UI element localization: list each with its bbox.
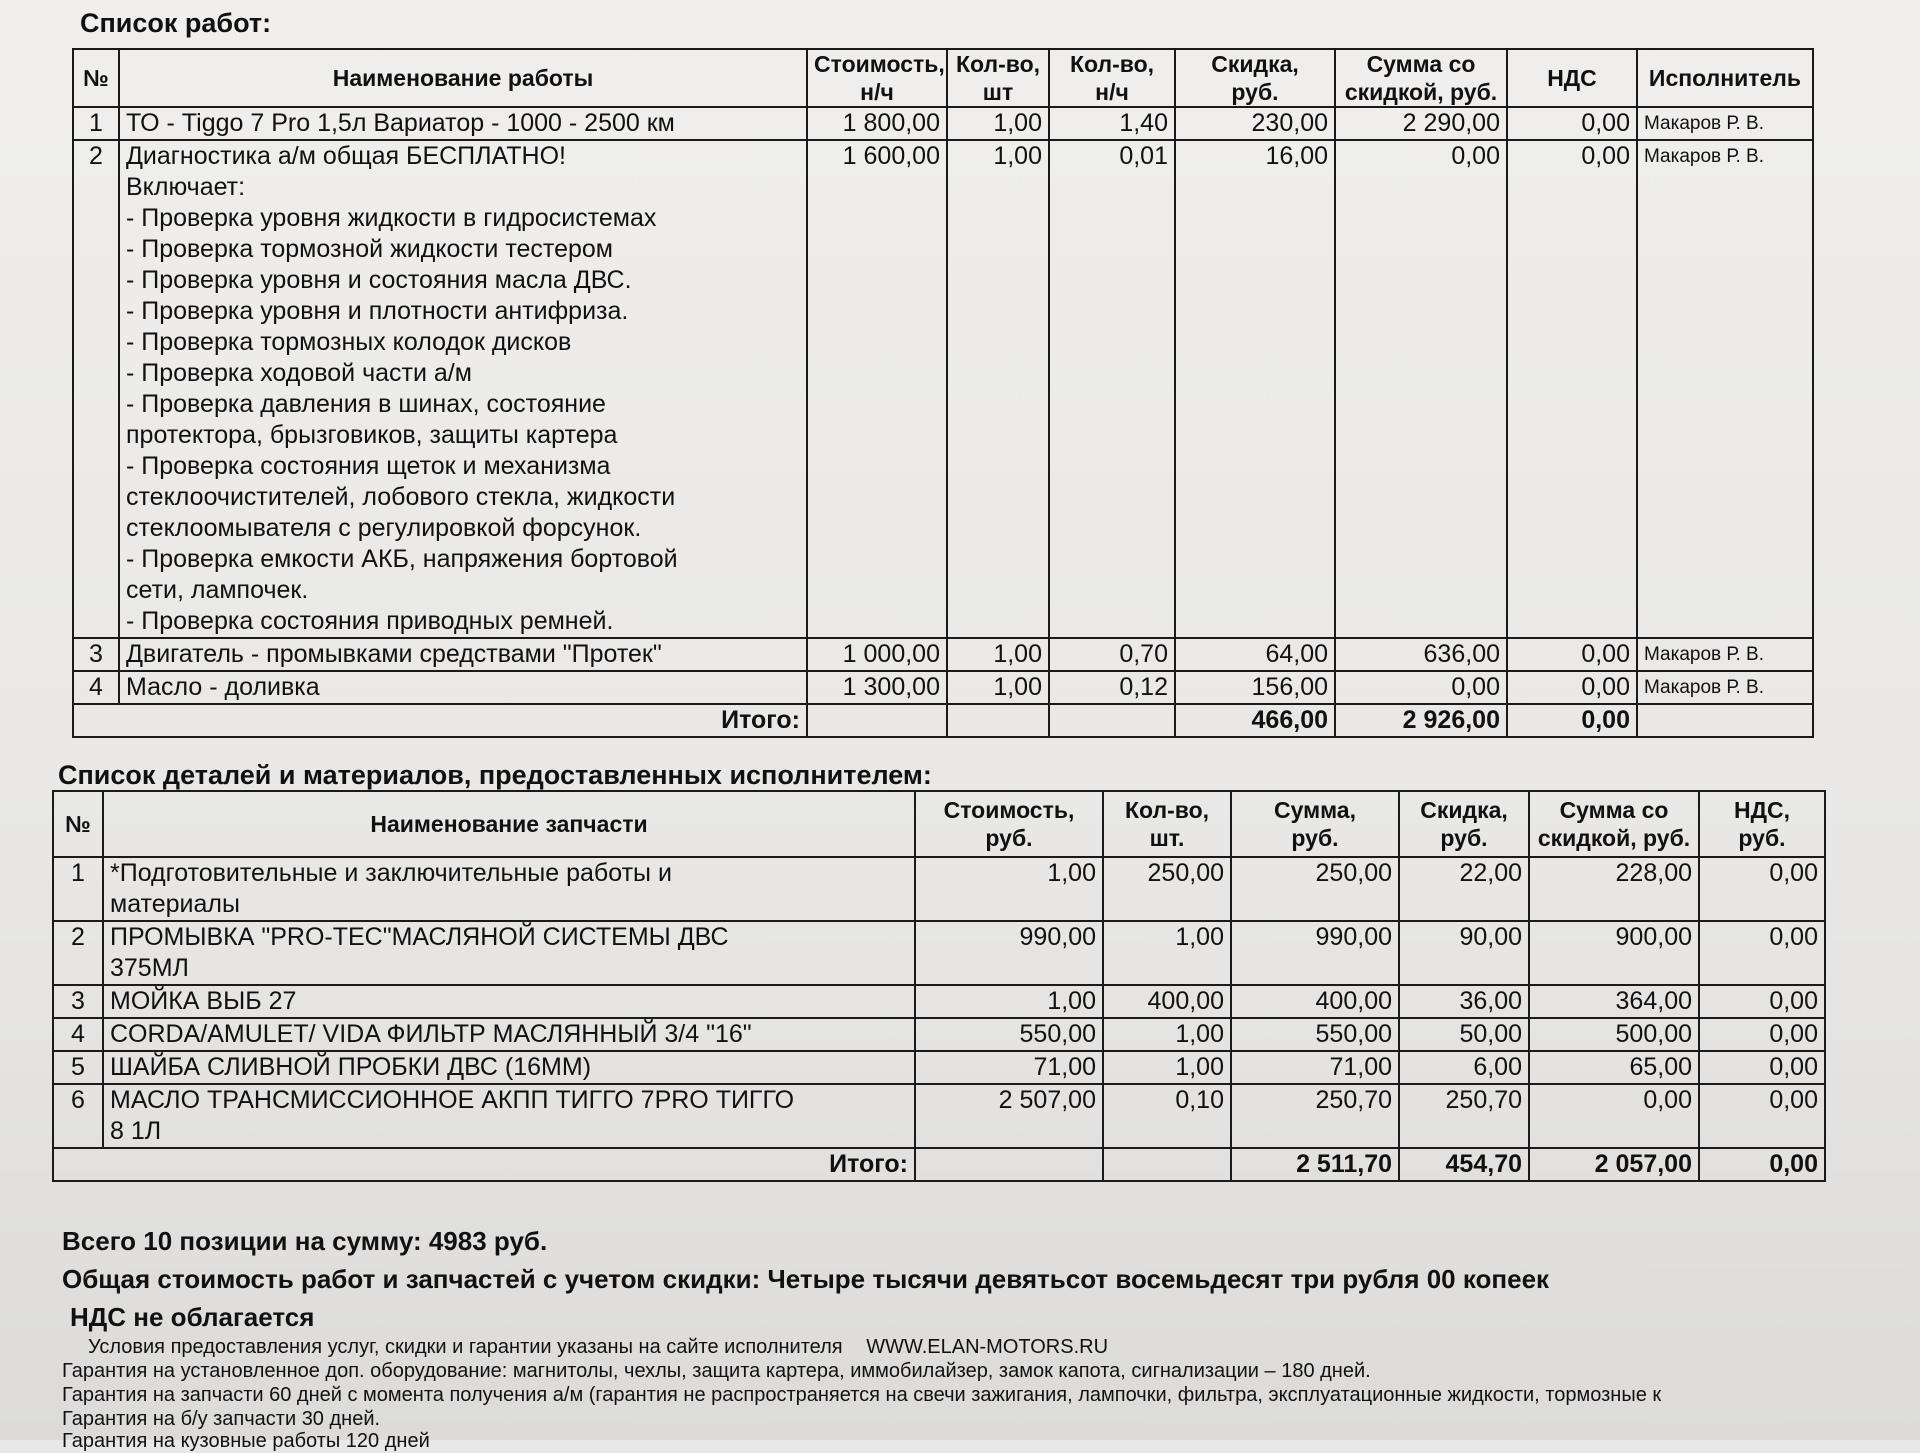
part-sum: 250,00 [1231, 857, 1399, 921]
row-number: 4 [53, 1018, 103, 1051]
part-cost: 1,00 [915, 985, 1103, 1018]
col-discount-header: Скидка, руб. [1399, 791, 1529, 857]
part-vat: 0,00 [1699, 985, 1825, 1018]
work-discount: 230,00 [1175, 107, 1335, 140]
part-name-line: МОЙКА ВЫБ 27 [110, 987, 297, 1015]
total-vat: 0,00 [1699, 1148, 1825, 1181]
works-row [73, 638, 1813, 671]
parts-total-row [53, 1148, 1825, 1181]
work-qty-pcs: 1,00 [947, 140, 1049, 638]
parts-row [53, 1018, 1825, 1051]
col-num-header: № [73, 49, 119, 107]
work-vat: 0,00 [1507, 638, 1637, 671]
work-name-line: Двигатель - промывками средствами "Протек" [126, 640, 662, 668]
part-discount: 250,70 [1399, 1084, 1529, 1148]
total-label: Итого: [53, 1148, 915, 1181]
part-sum-discount: 0,00 [1529, 1084, 1699, 1148]
work-sum-discount: 0,00 [1335, 671, 1507, 704]
work-name-line: - Проверка емкости АКБ, напряжения бортовой [126, 545, 678, 573]
part-name-line: ПРОМЫВКА "PRO-TEC"МАСЛЯНОЙ СИСТЕМЫ ДВС [110, 923, 729, 951]
part-qty: 400,00 [1103, 985, 1231, 1018]
part-name-line: *Подготовительные и заключительные работы и [110, 859, 672, 887]
part-discount: 90,00 [1399, 921, 1529, 985]
part-vat: 0,00 [1699, 921, 1825, 985]
part-cost: 2 507,00 [915, 1084, 1103, 1148]
terms-line [88, 1336, 1108, 1359]
work-vat: 0,00 [1507, 671, 1637, 704]
part-vat: 0,00 [1699, 1084, 1825, 1148]
part-name-line: МАСЛО ТРАНСМИССИОННОЕ АКПП ТИГГО 7PRO ТИГГО [110, 1086, 795, 1114]
work-discount: 64,00 [1175, 638, 1335, 671]
row-number: 1 [73, 107, 119, 140]
website-link[interactable]: WWW.ELAN-MOTORS.RU [866, 1336, 1109, 1358]
part-vat: 0,00 [1699, 1051, 1825, 1084]
part-sum: 550,00 [1231, 1018, 1399, 1051]
parts-table [52, 790, 1826, 1182]
part-vat: 0,00 [1699, 857, 1825, 921]
work-discount: 16,00 [1175, 140, 1335, 638]
work-name [119, 107, 807, 140]
work-name-line: - Проверка уровня и состояния масла ДВС. [126, 266, 632, 294]
col-cost-header: Стоимость, н/ч [807, 49, 947, 107]
parts-section-title: Список деталей и материалов, предоставленных исполнителем: [58, 760, 932, 790]
total-empty [807, 704, 947, 737]
work-name-line: протектора, брызговиков, защиты картера [126, 421, 618, 449]
no-vat-note: НДС не облагается [70, 1302, 315, 1332]
col-num-header: № [53, 791, 103, 857]
row-number: 3 [53, 985, 103, 1018]
part-discount: 22,00 [1399, 857, 1529, 921]
part-sum-discount: 364,00 [1529, 985, 1699, 1018]
total-sum: 2 511,70 [1231, 1148, 1399, 1181]
part-sum: 250,70 [1231, 1084, 1399, 1148]
work-name-line: Включает: [126, 173, 246, 201]
col-executor-header: Исполнитель [1637, 49, 1813, 107]
part-sum: 990,00 [1231, 921, 1399, 985]
work-vat: 0,00 [1507, 107, 1637, 140]
part-discount: 36,00 [1399, 985, 1529, 1018]
work-qty-hours: 0,12 [1049, 671, 1175, 704]
part-name-line: 375МЛ [110, 954, 189, 982]
warranty-equipment: Гарантия на установленное доп. оборудование: магнитолы, чехлы, защита картера, иммобилайзер, замок капота, сигнализации – 180 дней. [62, 1360, 1371, 1382]
part-name-line: материалы [110, 890, 240, 918]
parts-header-row [53, 791, 1825, 857]
col-cost-header: Стоимость, руб. [915, 791, 1103, 857]
work-name-line: - Проверка ходовой части а/м [126, 359, 472, 387]
col-qty-hours-header: Кол-во, н/ч [1049, 49, 1175, 107]
parts-row [53, 985, 1825, 1018]
col-sum-discount-header: Сумма со скидкой, руб. [1529, 791, 1699, 857]
part-sum-discount: 900,00 [1529, 921, 1699, 985]
part-qty: 0,10 [1103, 1084, 1231, 1148]
part-cost: 550,00 [915, 1018, 1103, 1051]
row-number: 6 [53, 1084, 103, 1148]
parts-row [53, 1084, 1825, 1148]
row-number: 4 [73, 671, 119, 704]
parts-row [53, 921, 1825, 985]
total-sum-discount: 2 057,00 [1529, 1148, 1699, 1181]
total-label: Итого: [73, 704, 807, 737]
work-name-line: ТО - Tiggo 7 Pro 1,5л Вариатор - 1000 - 2500 км [126, 109, 675, 137]
work-name-line: - Проверка тормозных колодок дисков [126, 328, 572, 356]
part-qty: 250,00 [1103, 857, 1231, 921]
works-total-row [73, 704, 1813, 737]
work-name-line: - Проверка давления в шинах, состояние [126, 390, 606, 418]
part-discount: 6,00 [1399, 1051, 1529, 1084]
work-name-line: - Проверка тормозной жидкости тестером [126, 235, 613, 263]
work-sum-discount: 2 290,00 [1335, 107, 1507, 140]
work-discount: 156,00 [1175, 671, 1335, 704]
work-name-line: стеклоочистителей, лобового стекла, жидкости [126, 483, 676, 511]
total-empty [947, 704, 1049, 737]
work-name-line: - Проверка состояния щеток и механизма [126, 452, 611, 480]
work-name-line: Масло - доливка [126, 673, 320, 701]
work-executor: Макаров Р. В. [1637, 671, 1813, 704]
part-sum: 400,00 [1231, 985, 1399, 1018]
total-empty [1049, 704, 1175, 737]
part-name [103, 985, 915, 1018]
total-sum-discount: 2 926,00 [1335, 704, 1507, 737]
works-row [73, 671, 1813, 704]
part-name [103, 1018, 915, 1051]
work-qty-pcs: 1,00 [947, 107, 1049, 140]
col-discount-header: Скидка, руб. [1175, 49, 1335, 107]
part-qty: 1,00 [1103, 1051, 1231, 1084]
work-name-line: - Проверка уровня и плотности антифриза. [126, 297, 629, 325]
work-name-line: Диагностика а/м общая БЕСПЛАТНО! [126, 142, 566, 170]
work-name-line: - Проверка состояния приводных ремней. [126, 607, 614, 635]
work-executor: Макаров Р. В. [1637, 638, 1813, 671]
parts-row [53, 1051, 1825, 1084]
work-name-line: стеклоомывателя с регулировкой форсунок. [126, 514, 642, 542]
part-cost: 71,00 [915, 1051, 1103, 1084]
row-number: 3 [73, 638, 119, 671]
col-sum-discount-header: Сумма со скидкой, руб. [1335, 49, 1507, 107]
work-qty-hours: 0,70 [1049, 638, 1175, 671]
total-discount: 454,70 [1399, 1148, 1529, 1181]
work-cost: 1 300,00 [807, 671, 947, 704]
work-sum-discount: 0,00 [1335, 140, 1507, 638]
work-executor: Макаров Р. В. [1637, 107, 1813, 140]
part-name [103, 921, 915, 985]
work-name [119, 140, 807, 638]
warranty-used-parts: Гарантия на б/у запчасти 30 дней. [62, 1408, 381, 1430]
part-qty: 1,00 [1103, 921, 1231, 985]
works-header-row [73, 49, 1813, 107]
col-vat-header: НДС, руб. [1699, 791, 1825, 857]
col-name-header: Наименование работы [119, 49, 807, 107]
part-discount: 50,00 [1399, 1018, 1529, 1051]
work-name [119, 671, 807, 704]
col-qty-header: Кол-во, шт. [1103, 791, 1231, 857]
work-executor: Макаров Р. В. [1637, 140, 1813, 638]
total-discount: 466,00 [1175, 704, 1335, 737]
works-row [73, 107, 1813, 140]
part-name-line: 8 1Л [110, 1117, 162, 1145]
work-cost: 1 600,00 [807, 140, 947, 638]
work-qty-pcs: 1,00 [947, 638, 1049, 671]
row-number: 2 [53, 921, 103, 985]
part-name [103, 857, 915, 921]
col-name-header: Наименование запчасти [103, 791, 915, 857]
work-qty-pcs: 1,00 [947, 671, 1049, 704]
part-cost: 990,00 [915, 921, 1103, 985]
works-table [72, 48, 1814, 738]
part-name [103, 1051, 915, 1084]
col-sum-header: Сумма, руб. [1231, 791, 1399, 857]
works-row [73, 140, 1813, 638]
terms-text: Условия предоставления услуг, скидки и гарантии указаны на сайте исполнителя [88, 1336, 843, 1358]
total-empty [1637, 704, 1813, 737]
summary-total-words: Общая стоимость работ и запчастей с учетом скидки: Четыре тысячи девятьсот восемьдесят три рубля 00 копеек [62, 1264, 1550, 1294]
row-number: 5 [53, 1051, 103, 1084]
part-qty: 1,00 [1103, 1018, 1231, 1051]
col-vat-header: НДС [1507, 49, 1637, 107]
work-vat: 0,00 [1507, 140, 1637, 638]
work-name [119, 638, 807, 671]
work-name-line: - Проверка уровня жидкости в гидросистемах [126, 204, 657, 232]
work-qty-hours: 0,01 [1049, 140, 1175, 638]
part-name-line: CORDA/AMULET/ VIDA ФИЛЬТР МАСЛЯННЫЙ 3/4 "16" [110, 1020, 752, 1048]
parts-row [53, 857, 1825, 921]
total-empty [1103, 1148, 1231, 1181]
work-sum-discount: 636,00 [1335, 638, 1507, 671]
part-cost: 1,00 [915, 857, 1103, 921]
part-name-line: ШАЙБА СЛИВНОЙ ПРОБКИ ДВС (16ММ) [110, 1053, 592, 1081]
row-number: 1 [53, 857, 103, 921]
work-qty-hours: 1,40 [1049, 107, 1175, 140]
work-name-line: сети, лампочек. [126, 576, 309, 604]
part-sum-discount: 65,00 [1529, 1051, 1699, 1084]
total-vat: 0,00 [1507, 704, 1637, 737]
warranty-parts: Гарантия на запчасти 60 дней с момента получения а/м (гарантия не распространяется на свечи зажигания, лампочки, фильтра, эксплуатационные жидкости, тормозные к [62, 1384, 1662, 1406]
part-vat: 0,00 [1699, 1018, 1825, 1051]
col-qty-pcs-header: Кол-во, шт [947, 49, 1049, 107]
part-sum-discount: 500,00 [1529, 1018, 1699, 1051]
summary-total-line: Всего 10 позиции на сумму: 4983 руб. [62, 1226, 548, 1256]
work-cost: 1 800,00 [807, 107, 947, 140]
part-sum-discount: 228,00 [1529, 857, 1699, 921]
row-number: 2 [73, 140, 119, 638]
part-name [103, 1084, 915, 1148]
total-empty [915, 1148, 1103, 1181]
work-cost: 1 000,00 [807, 638, 947, 671]
part-sum: 71,00 [1231, 1051, 1399, 1084]
warranty-body-works: Гарантия на кузовные работы 120 дней [62, 1430, 430, 1452]
works-section-title: Список работ: [80, 8, 272, 38]
